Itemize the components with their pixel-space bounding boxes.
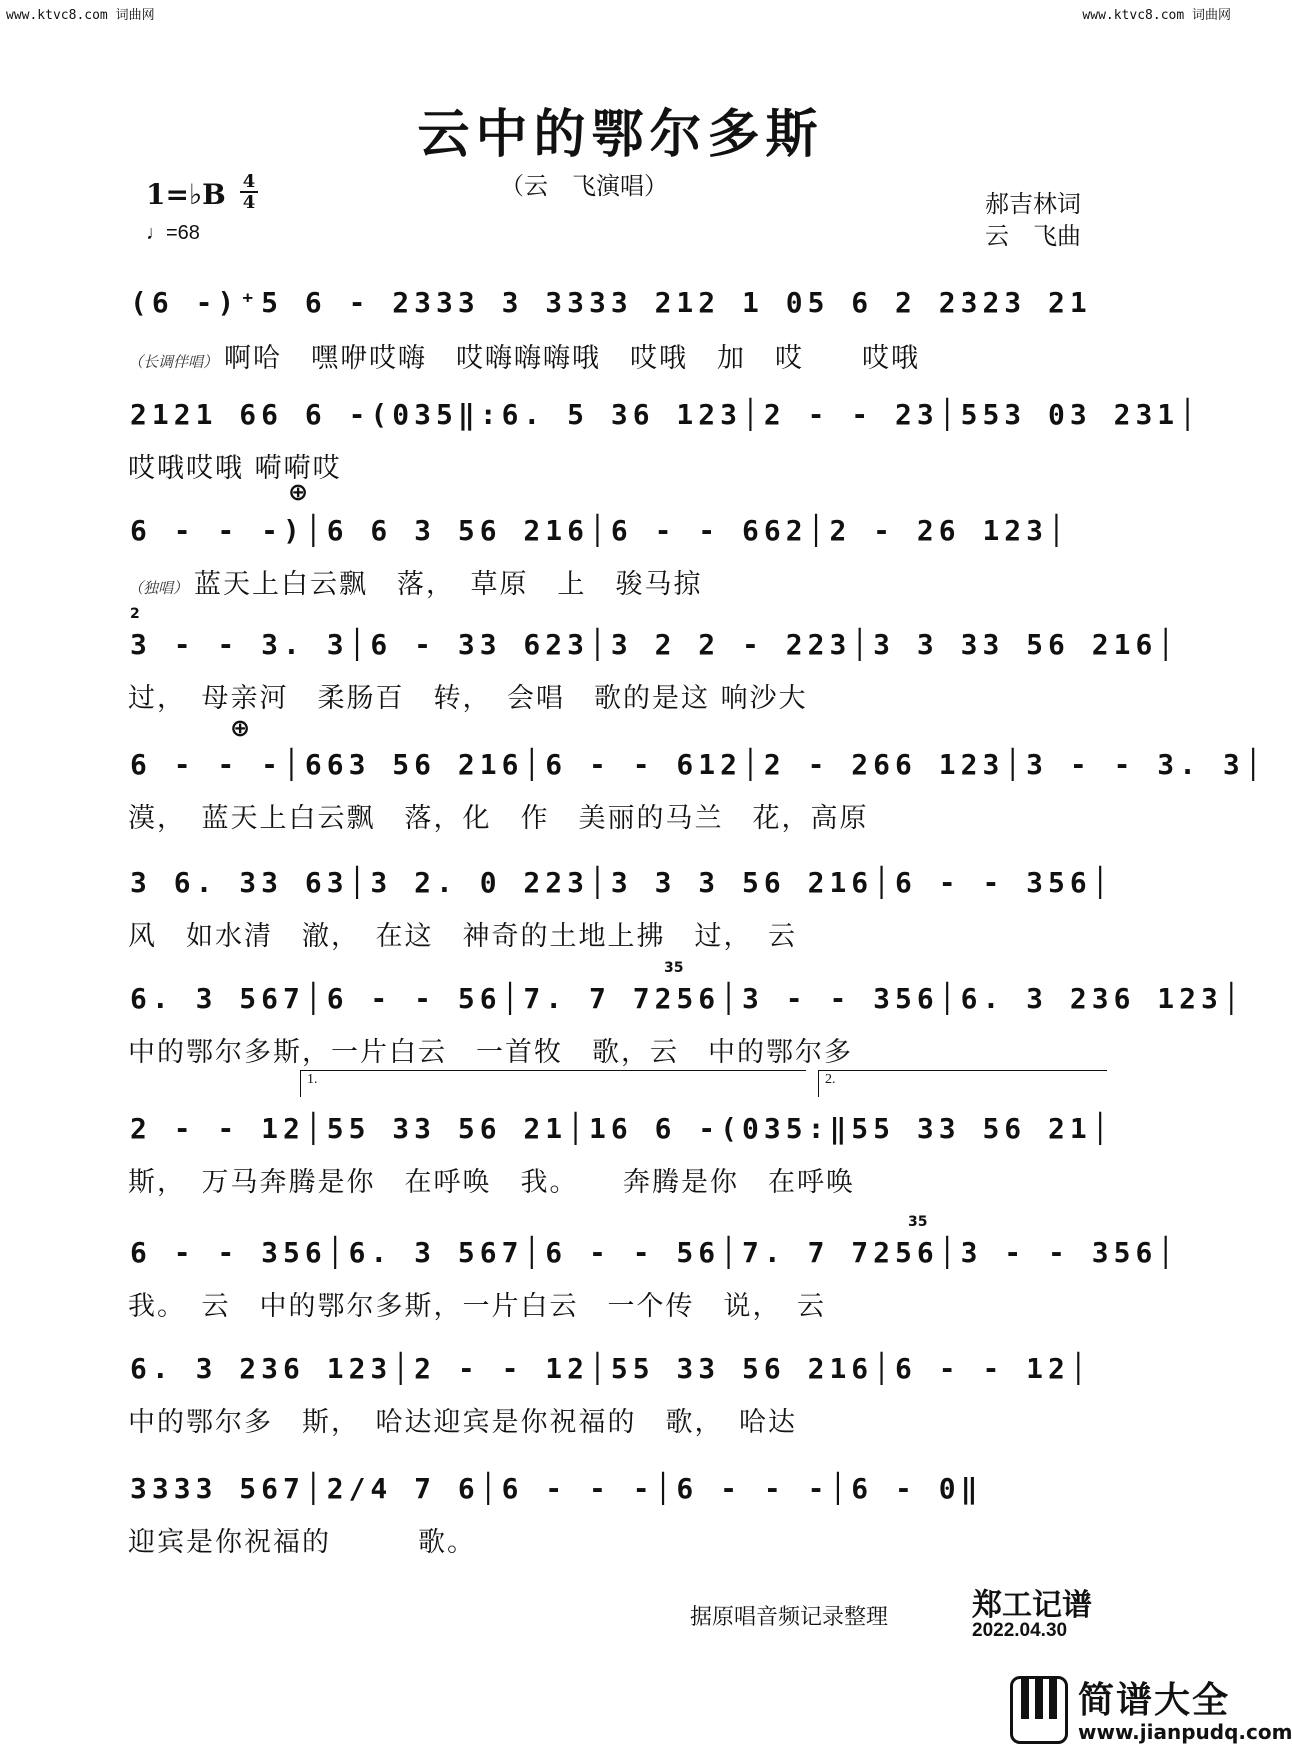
time-signature: [240, 172, 258, 212]
lyric-text: 啊哈 嘿咿哎嗨 哎嗨嗨嗨哦 哎哦 加 哎 哎哦: [224, 343, 921, 374]
segno-mark-2: ⊕: [230, 714, 251, 742]
notation-row-9: 6 - - 356│6. 3 567│6 - - 56│7. 7 7256│3 - - 356│: [130, 1236, 1180, 1269]
lyric-text: 中的鄂尔多斯，一片白云 一首牧 歌，云 中的鄂尔多: [128, 1037, 853, 1068]
notation-row-5: 6 - - -│663 56 216│6 - - 612│2 - 266 123│3 - - 3. 3│: [130, 748, 1267, 781]
notation-row-8: 2 - - 12│55 33 56 21│16 6 -(035:‖55 33 56 21│: [130, 1112, 1114, 1145]
notation-row-4: 3 - - 3. 3│6 - 33 623│3 2 2 - 223│3 3 33 56 216│: [130, 628, 1180, 661]
lyric-text: 迎宾是你祝福的 歌。: [128, 1527, 476, 1558]
lyric-part-label: （独唱）: [128, 579, 189, 597]
lyricist: 郝吉林词: [985, 190, 1081, 218]
segno-mark-1: ⊕: [288, 478, 309, 506]
lyrics-row-9: [128, 1284, 826, 1320]
lyrics-row-6: [128, 914, 797, 950]
logo-url: www.jianpudq.com: [1078, 1720, 1292, 1744]
lyric-text: 漠， 蓝天上白云飘 落，化 作 美丽的马兰 花，高原: [128, 803, 869, 834]
notation-row-2: 2121 66 6 -(035‖:6. 5 36 123│2 - - 23│553 03 231│: [130, 398, 1202, 431]
notation-row-3: 6 - - -)│6 6 3 56 216│6 - - 662│2 - 26 123│: [130, 514, 1070, 547]
lyric-text: 哎哦哎哦 嗬嗬哎: [128, 453, 342, 484]
logo-name: 简谱大全: [1078, 1680, 1231, 1721]
time-sig-top: 4: [242, 171, 256, 192]
lyric-text: 中的鄂尔多 斯， 哈达迎宾是你祝福的 歌， 哈达: [128, 1407, 797, 1438]
lyric-text: 我。 云 中的鄂尔多斯，一片白云 一个传 说， 云: [128, 1291, 826, 1322]
transcriber-signature: 郑工记谱: [972, 1588, 1092, 1623]
notation-row-6: 3 6. 33 63│3 2. 0 223│3 3 3 56 216│6 - - 356│: [130, 866, 1114, 899]
watermark-left: www.ktvc8.com 词曲网: [6, 8, 155, 23]
piano-keys-icon: [1010, 1676, 1068, 1744]
lyric-text: 过， 母亲河 柔肠百 转， 会唱 歌的是这 响沙大: [128, 683, 808, 714]
volta-first-ending: 1.: [300, 1070, 806, 1097]
notation-row-10: 6. 3 236 123│2 - - 12│55 33 56 216│6 - - 12│: [130, 1352, 1092, 1385]
tempo-marking: ♩=68: [146, 222, 200, 244]
performer-subtitle: （云 飞演唱）: [500, 172, 668, 200]
time-sig-bottom: 4: [242, 192, 256, 213]
transcription-date: 2022.04.30: [972, 1620, 1068, 1641]
transcription-note: 据原唱音频记录整理: [690, 1605, 889, 1630]
song-title: 云中的鄂尔多斯: [417, 104, 824, 165]
lyric-text: 风 如水清 澈， 在这 神奇的土地上拂 过， 云: [128, 921, 797, 952]
grace-note-2: 2: [130, 606, 140, 622]
lyrics-row-4: [128, 676, 808, 712]
lyrics-row-1: [128, 336, 920, 372]
notation-row-1: (6 -)⁺5 6 - 2333 3 3333 212 1 05 6 2 2323 21: [130, 286, 1092, 319]
lyrics-row-8: [128, 1160, 855, 1196]
lyrics-row-11: [128, 1520, 476, 1556]
lyric-text: 蓝天上白云飘 落， 草原 上 骏马掠: [194, 569, 703, 600]
grace-note-35: 35: [908, 1214, 928, 1230]
grace-note-35: 35: [664, 960, 684, 976]
lyric-text: 斯， 万马奔腾是你 在呼唤 我。 奔腾是你 在呼唤: [128, 1167, 855, 1198]
watermark-right: www.ktvc8.com 词曲网: [1082, 8, 1231, 23]
notation-row-7: 6. 3 567│6 - - 56│7. 7 7256│3 - - 356│6. 3 236 123│: [130, 982, 1245, 1015]
lyrics-row-10: [128, 1400, 797, 1436]
site-logo[interactable]: [1010, 1672, 1292, 1748]
lyrics-row-5: [128, 796, 869, 832]
credits: [985, 188, 1081, 252]
composer: 云 飞曲: [985, 222, 1081, 250]
volta-second-ending: 2.: [818, 1070, 1107, 1097]
lyric-part-label: （长调伴唱）: [128, 353, 219, 371]
lyrics-row-7: [128, 1030, 853, 1066]
notation-row-11: 3333 567│2/4 7 6│6 - - -│6 - - -│6 - 0‖: [130, 1472, 983, 1505]
lyrics-row-2: [128, 446, 342, 482]
key-signature: 1=♭B: [146, 178, 226, 211]
lyrics-row-3: [128, 562, 703, 598]
